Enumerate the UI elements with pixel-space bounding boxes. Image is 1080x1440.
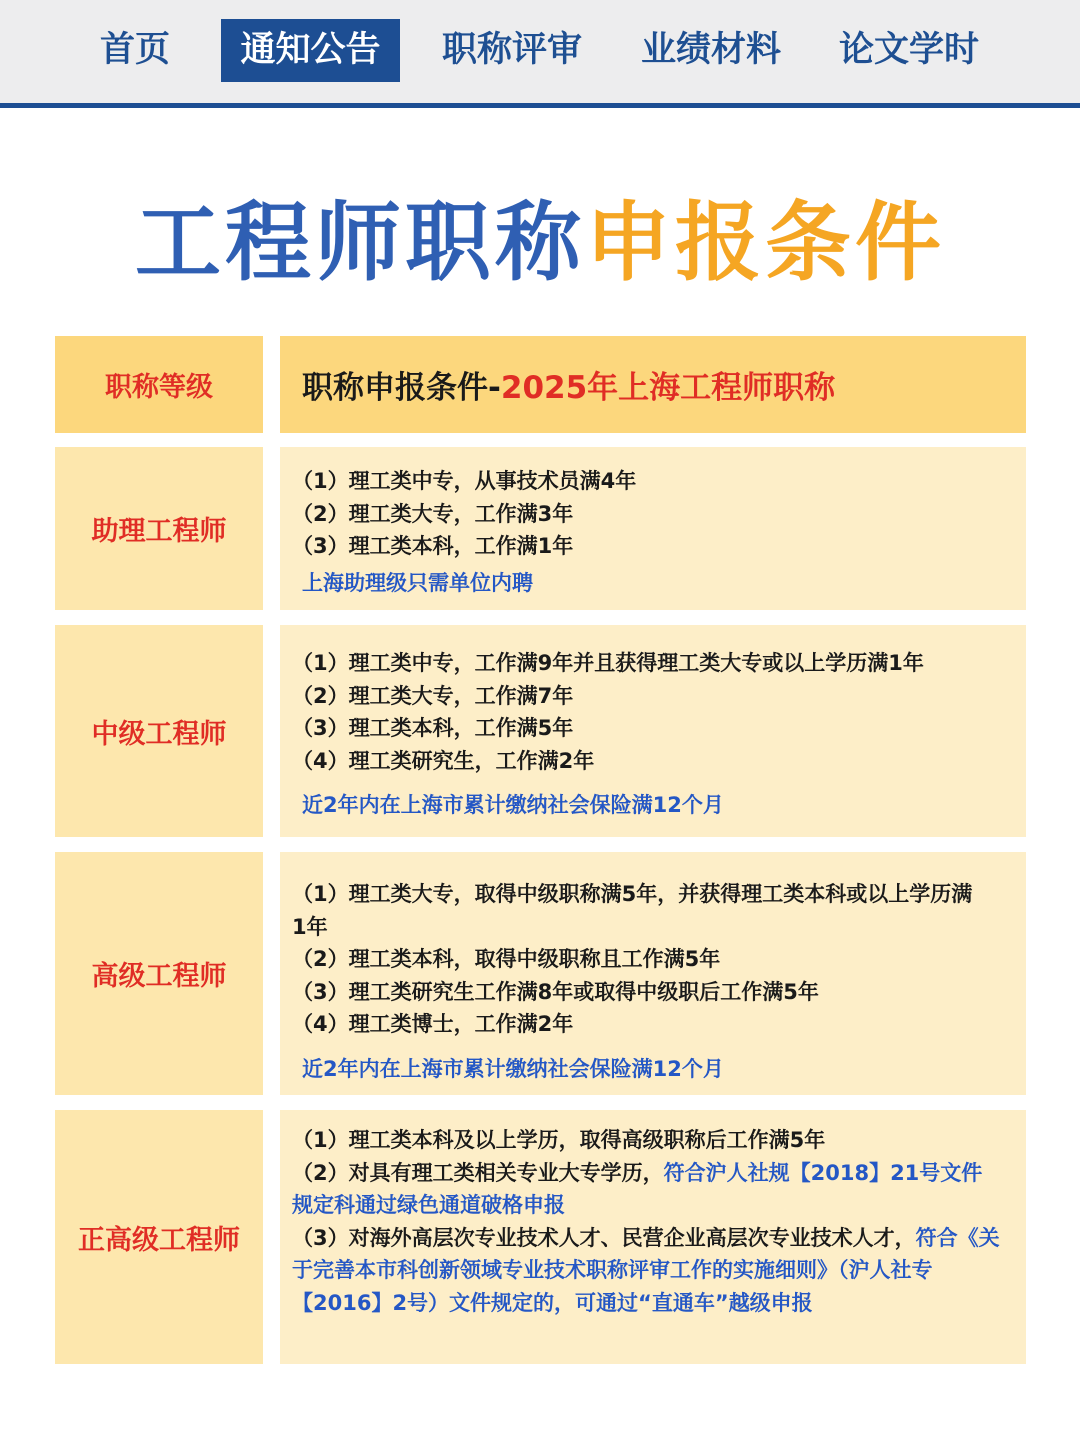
- level-cell-intermediate: [55, 625, 263, 837]
- condition-line: （1）理工类中专，工作满9年并且获得理工类大专或以上学历满1年: [292, 651, 924, 675]
- header-content-cell: [280, 336, 1026, 433]
- condition-cell-intermediate: [280, 625, 1026, 837]
- level-label: 中级工程师: [91, 718, 227, 750]
- header-label: 职称等级: [105, 372, 213, 403]
- condition-cell-senior: [280, 852, 1026, 1095]
- page-title: [0, 188, 1080, 298]
- header-highlight: 2025年上海工程师职称: [500, 370, 836, 406]
- level-label: 高级工程师: [91, 961, 227, 992]
- condition-line: （2）理工类大专，工作满7年: [292, 683, 574, 708]
- nav-tab-home[interactable]: 首页: [99, 30, 170, 70]
- condition-line: （1）理工类中专，从事技术员满4年: [292, 469, 637, 493]
- top-navigation: [0, 0, 1080, 108]
- condition-note: 上海助理级只需单位内聘: [302, 570, 533, 595]
- condition-line: （4）理工类博士，工作满2年: [292, 1012, 574, 1036]
- title-part-2: 申报条件: [585, 193, 945, 293]
- nav-tab-performance-materials[interactable]: 业绩材料: [640, 30, 781, 70]
- condition-line: （3）理工类本科，工作满5年: [292, 716, 574, 740]
- nav-tab-papers-hours[interactable]: 论文学时: [838, 30, 979, 70]
- nav-tab-title-review[interactable]: 职称评审: [441, 30, 582, 70]
- condition-text: （2）对具有理工类相关专业大专学历，: [292, 1160, 664, 1185]
- level-cell-professor: [55, 1110, 263, 1364]
- condition-text: （3）对海外高层次专业技术人才、民营企业高层次专业技术人才，: [292, 1225, 916, 1250]
- level-label: 助理工程师: [91, 516, 227, 547]
- condition-line: （2）理工类大专，工作满3年: [292, 501, 574, 526]
- condition-line: （2）理工类本科，取得中级职称且工作满5年: [292, 947, 721, 971]
- condition-highlight: 符合《关于完善本市科创新领域专业技术职称评审工作的实施细则》（沪人社专【2016】2号）文件规定的，可通过“直通车”越级申报: [292, 1225, 1000, 1315]
- condition-line: [292, 1222, 1000, 1320]
- condition-note: 近2年内在上海市累计缴纳社会保险满12个月: [302, 793, 724, 817]
- condition-note: 近2年内在上海市累计缴纳社会保险满12个月: [302, 1056, 724, 1081]
- condition-line: （3）理工类研究生工作满8年或取得中级职后工作满5年: [292, 979, 819, 1004]
- condition-cell-professor: [280, 1110, 1026, 1364]
- condition-cell-assistant: [280, 447, 1026, 610]
- condition-line: （1）理工类本科及以上学历，取得高级职称后工作满5年: [292, 1128, 826, 1152]
- header-label-cell: [55, 336, 263, 433]
- header-prefix: 职称申报条件-: [302, 370, 501, 406]
- title-part-1: 工程师职称: [135, 193, 585, 293]
- condition-highlight: 符合沪人社规【2018】21号文件规定科通过绿色通道破格申报: [292, 1160, 983, 1217]
- condition-line: （3）理工类本科，工作满1年: [292, 534, 574, 558]
- condition-line: （4）理工类研究生，工作满2年: [292, 748, 595, 773]
- level-cell-assistant: [55, 447, 263, 610]
- condition-line: [292, 1157, 1000, 1222]
- level-label: 正高级工程师: [78, 1224, 240, 1256]
- nav-tab-notices[interactable]: 通知公告: [221, 19, 400, 82]
- level-cell-senior: [55, 852, 263, 1095]
- condition-line: （1）理工类大专，取得中级职称满5年，并获得理工类本科或以上学历满1年: [292, 882, 973, 939]
